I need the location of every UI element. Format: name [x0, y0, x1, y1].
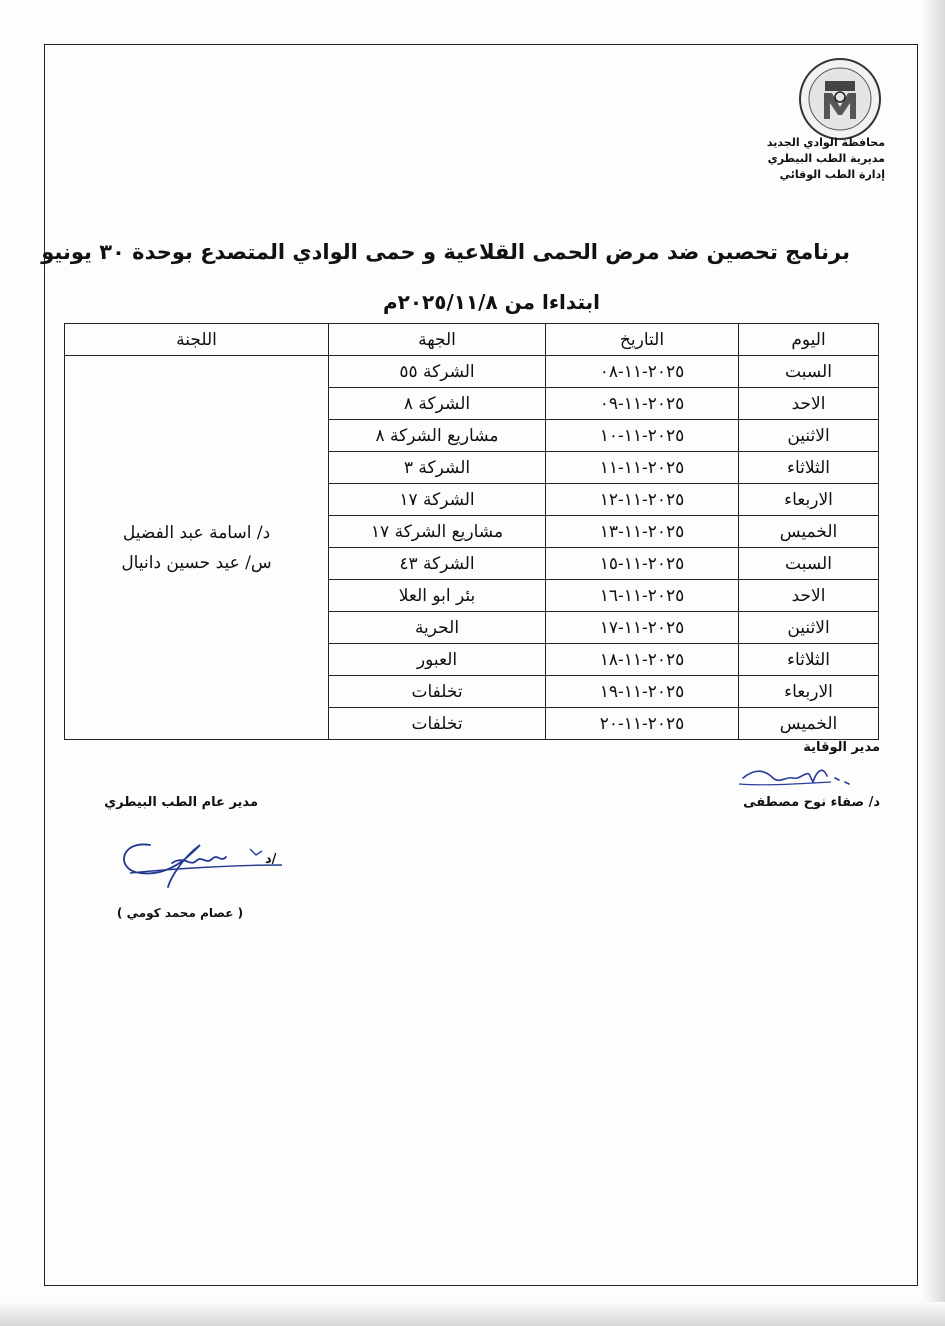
cell-destination: بئر ابو العلا	[329, 580, 546, 612]
table-row	[65, 356, 879, 388]
cell-day: السبت	[739, 356, 879, 388]
header-destination: الجهة	[329, 324, 546, 356]
page-edge-shadow-bottom	[0, 1302, 945, 1326]
prevention-director-title: مدير الوقاية	[803, 740, 880, 755]
cell-destination: مشاريع الشركة ٨	[329, 420, 546, 452]
cell-date: ٢٠٢٥-١١-١٥	[546, 548, 739, 580]
cell-date: ٢٠٢٥-١١-٠٨	[546, 356, 739, 388]
cell-destination: مشاريع الشركة ١٧	[329, 516, 546, 548]
document-subtitle: ابتداءا من ٢٠٢٥/١١/٨م	[382, 290, 600, 314]
cell-date: ٢٠٢٥-١١-٢٠	[546, 708, 739, 740]
header-day: اليوم	[739, 324, 879, 356]
cell-committee	[65, 356, 329, 740]
cell-destination: الحرية	[329, 612, 546, 644]
cell-day: السبت	[739, 548, 879, 580]
signature-prefix: د/	[265, 852, 277, 867]
header-committee: اللجنة	[65, 324, 329, 356]
header-date: التاريخ	[546, 324, 739, 356]
document-title: برنامج تحصين ضد مرض الحمى القلاعية و حمى الوادي المتصدع بوحدة ٣٠ يونيو	[41, 240, 850, 264]
cell-day: الاثنين	[739, 420, 879, 452]
cell-day: الاحد	[739, 388, 879, 420]
org-line-governorate: محافظة الوادي الجديد	[766, 136, 885, 149]
cell-day: الاحد	[739, 580, 879, 612]
cell-destination: تخلفات	[329, 708, 546, 740]
cell-date: ٢٠٢٥-١١-١٢	[546, 484, 739, 516]
table-header-row	[65, 324, 879, 356]
cell-date: ٢٠٢٥-١١-١٦	[546, 580, 739, 612]
cell-day: الاربعاء	[739, 484, 879, 516]
directorate-logo-seal	[798, 57, 882, 141]
cell-date: ٢٠٢٥-١١-٠٩	[546, 388, 739, 420]
cell-day: الاثنين	[739, 612, 879, 644]
general-director-signature	[110, 825, 290, 895]
cell-day: الخميس	[739, 708, 879, 740]
cell-destination: الشركة ٥٥	[329, 356, 546, 388]
cell-date: ٢٠٢٥-١١-١٠	[546, 420, 739, 452]
general-director-title: مدير عام الطب البيطري	[104, 795, 258, 810]
general-director-name: ( عصام محمد كومي )	[116, 906, 244, 920]
committee-member-2: س/ عيد حسين دانيال	[121, 552, 272, 573]
cell-day: الاربعاء	[739, 676, 879, 708]
prevention-director-signature	[735, 758, 880, 792]
cell-day: الثلاثاء	[739, 452, 879, 484]
cell-date: ٢٠٢٥-١١-١٣	[546, 516, 739, 548]
vaccination-schedule-table	[64, 323, 879, 740]
prevention-director-name: د/ صفاء نوح مصطفى	[743, 795, 880, 810]
cell-date: ٢٠٢٥-١١-١٩	[546, 676, 739, 708]
cell-date: ٢٠٢٥-١١-١١	[546, 452, 739, 484]
cell-day: الثلاثاء	[739, 644, 879, 676]
cell-date: ٢٠٢٥-١١-١٧	[546, 612, 739, 644]
page-edge-shadow-right	[923, 0, 945, 1326]
cell-date: ٢٠٢٥-١١-١٨	[546, 644, 739, 676]
cell-destination: الشركة ٣	[329, 452, 546, 484]
org-line-department: إدارة الطب الوقائي	[779, 168, 885, 181]
organization-header	[665, 135, 885, 183]
cell-destination: العبور	[329, 644, 546, 676]
committee-member-1: د/ اسامة عبد الفضيل	[122, 522, 271, 543]
cell-day: الخميس	[739, 516, 879, 548]
cell-destination: الشركة ١٧	[329, 484, 546, 516]
cell-destination: الشركة ٨	[329, 388, 546, 420]
cell-destination: الشركة ٤٣	[329, 548, 546, 580]
org-line-directorate: مديرية الطب البيطري	[767, 152, 885, 165]
cell-destination: تخلفات	[329, 676, 546, 708]
